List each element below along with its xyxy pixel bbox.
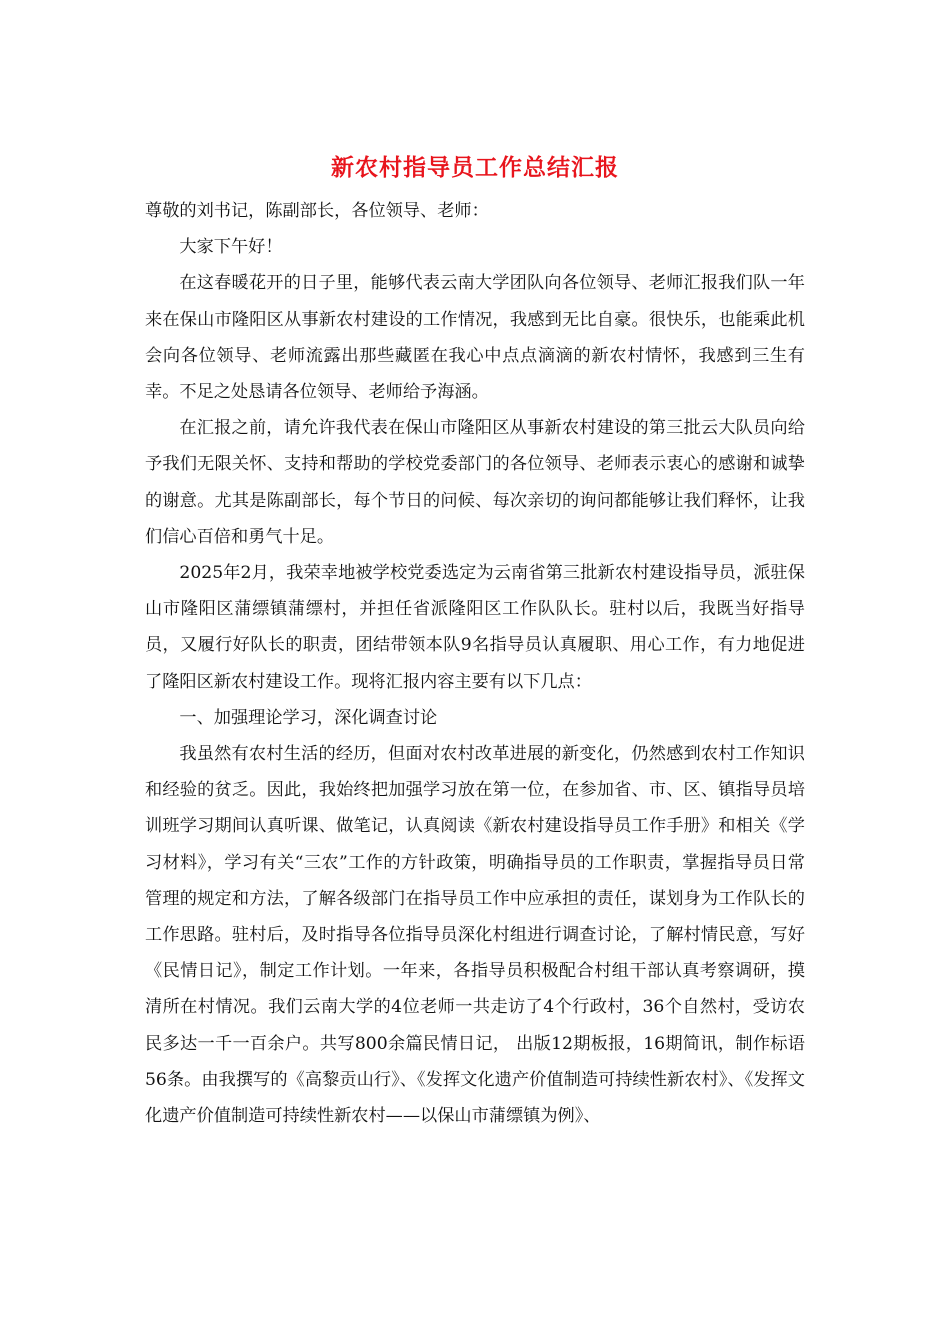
section-heading: 一、加强理论学习，深化调查讨论: [179, 707, 438, 728]
greeting-paragraph: 大家下午好！: [179, 237, 283, 258]
body-paragraph: 我虽然有农村生活的经历，但面对农村改革进展的新变化，仍然感到农村工作知识和经验的贫乏。因此，我始终把加强学习放在第一位，在参加省、市、区、镇指导员培训班学习期间认真听课、做笔记，认真阅读《新农村建设指导员工作手册》和相关《学习材料》，学习有关“三农”工作的方针政策，明确指导员的工作职责，掌握指导员日常管理的规定和方法，了解各级部门在指导员工作中应承担的责任，谋划身为工作队长的工作思路。驻村后，及时指导各位指导员深化村组进行调查讨论，了解村情民意，写好《民情日记》，制定工作计划。一年来，各指导员积极配合村组干部认真考察调研，摸清所在村情况。我们云南大学的4位老师一共走访了4个行政村，36个自然村，受访农民多达一千一百余户。共写800余篇民情日记， 出版12期板报，16期简讯，制作标语56条。由我撰写的《高黎贡山行》、《发挥文化遗产价值制造可持续性新农村》、《发挥文化遗产价值制造可持续性新农村——以保山市蒲缥镇为例》、: [145, 744, 805, 1127]
body-paragraph: 在这春暖花开的日子里，能够代表云南大学团队向各位领导、老师汇报我们队一年来在保山市隆阳区从事新农村建设的工作情况，我感到无比自豪。很快乐，也能乘此机会向各位领导、老师流露出那些藏匿在我心中点点滴滴的新农村情怀，我感到三生有幸。不足之处恳请各位领导、老师给予海涵。: [145, 273, 805, 403]
document-body: [145, 193, 805, 1134]
document-title: 新农村指导员工作总结汇报: [331, 154, 619, 181]
salutation: 尊敬的刘书记，陈副部长，各位领导、老师：: [145, 201, 489, 221]
body-paragraph: 在汇报之前，请允许我代表在保山市隆阳区从事新农村建设的第三批云大队员向给予我们无限关怀、支持和帮助的学校党委部门的各位领导、老师表示衷心的感谢和诚挚的谢意。尤其是陈副部长，每个节日的问候、每次亲切的询问都能够让我们释怀，让我们信心百倍和勇气十足。: [145, 418, 805, 547]
body-paragraph: 2025年2月，我荣幸地被学校党委选定为云南省第三批新农村建设指导员，派驻保山市隆阳区蒲缥镇蒲缥村，并担任省派隆阳区工作队队长。驻村以后，我既当好指导员，又履行好队长的职责，团结带领本队9名指导员认真履职、用心工作，有力地促进了隆阳区新农村建设工作。现将汇报内容主要有以下几点：: [145, 563, 805, 692]
